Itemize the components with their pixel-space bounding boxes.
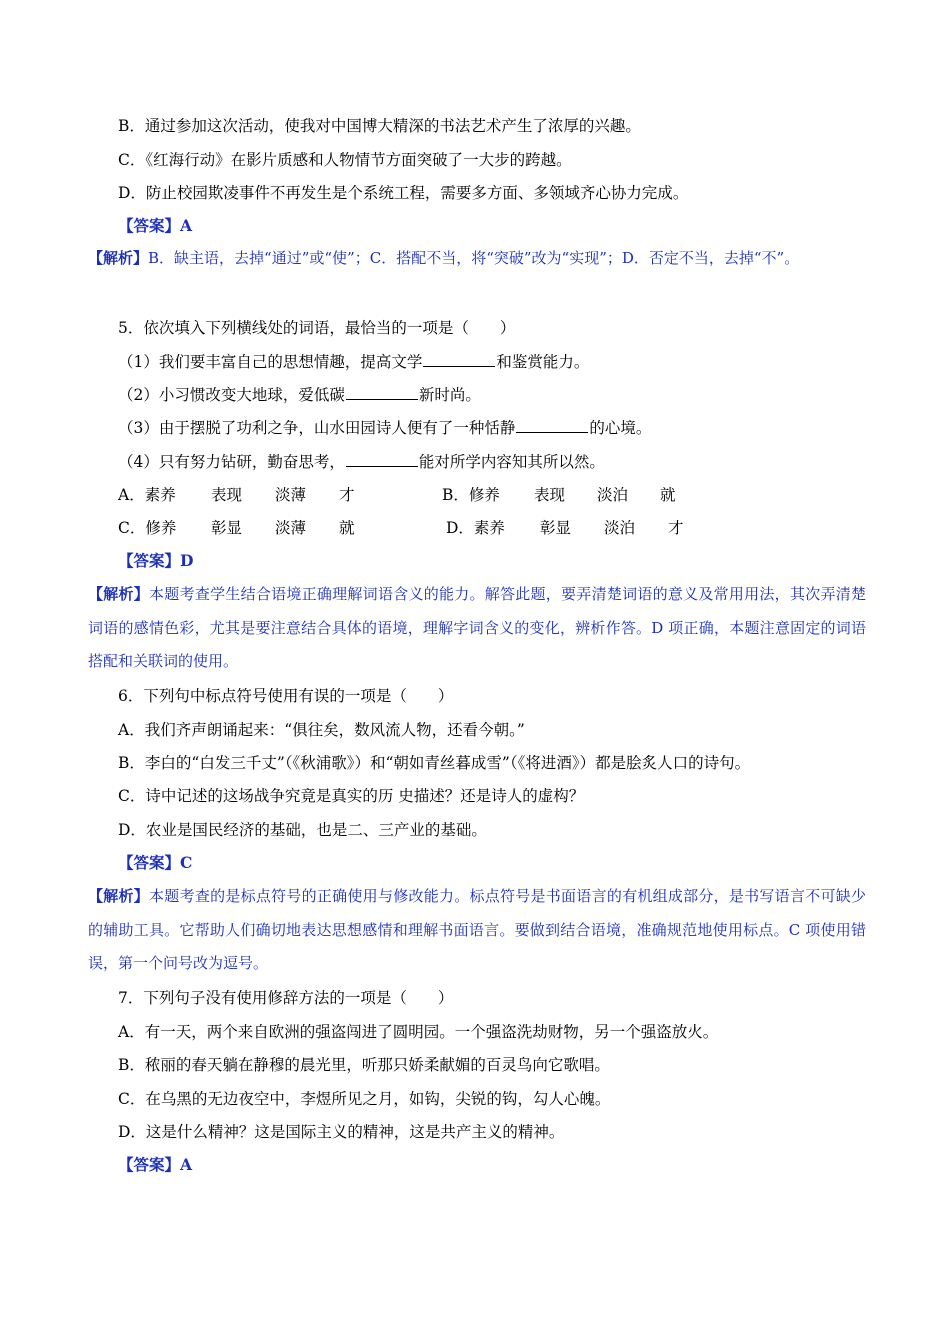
blank-1 <box>423 352 495 367</box>
explain-tag: 【解析】 <box>88 585 150 603</box>
option-word: C．修养 <box>118 519 177 537</box>
q5-sentence-4 <box>118 452 605 472</box>
answer-tag: 【答案】 <box>118 853 181 872</box>
q7-option-d: D．这是什么精神？这是国际主义的精神，这是共产主义的精神。 <box>118 1123 565 1141</box>
explain-text: B．缺主语，去掉“通过”或“使”；C．搭配不当，将“突破”改为“实现”；D．否定不当，去掉“不”。 <box>148 249 800 267</box>
q7-answer <box>118 1155 192 1175</box>
explain-tag: 【解析】 <box>88 887 150 905</box>
q7-option-b: B．秾丽的春天躺在静穆的晨光里，听那只娇柔献媚的百灵鸟向它歌唱。 <box>118 1056 610 1074</box>
q5-option-a <box>118 485 355 505</box>
q7-option-c: C．在乌黑的无边夜空中，李煜所见之月，如钩，尖锐的钩，勾人心魄。 <box>118 1090 611 1108</box>
q4-option-b: B．通过参加这次活动，使我对中国博大精深的书法艺术产生了浓厚的兴趣。 <box>118 117 641 135</box>
q6-option-a: A．我们齐声朗诵起来：“俱往矣，数风流人物，还看今朝。” <box>118 721 525 739</box>
s4-before: （4）只有努力钻研，勤奋思考， <box>118 453 345 471</box>
option-word: A．素养 <box>118 486 176 504</box>
s1-after: 和鉴赏能力。 <box>496 353 590 371</box>
q5-sentence-2 <box>118 385 481 405</box>
s4-after: 能对所学内容知其所以然。 <box>418 453 605 471</box>
q6-stem: 6．下列句中标点符号使用有误的一项是（ ） <box>118 687 454 705</box>
explain-tag: 【解析】 <box>88 249 149 267</box>
blank-4 <box>346 452 418 467</box>
q4-explanation <box>88 242 866 276</box>
q5-option-c <box>118 518 355 538</box>
answer-value: A <box>180 216 193 235</box>
option-word: 就 <box>660 486 676 504</box>
q4-option-d: D．防止校园欺凌事件不再发生是个系统工程，需要多方面、多领域齐心协力完成。 <box>118 184 689 202</box>
answer-value: A <box>180 1155 193 1174</box>
option-word: 淡薄 <box>275 519 307 537</box>
option-word: D．素养 <box>446 519 505 537</box>
explain-text: 本题考查的是标点符号的正确使用与修改能力。标点符号是书面语言的有机组成部分，是书写语言不可缺少的辅助工具。它帮助人们确切地表达思想感情和理解书面语言。要做到结合语境，准确规范地使用标点。C 项使用错误，第一个问号改为逗号。 <box>88 887 866 972</box>
s2-before: （2）小习惯改变大地球，爱低碳 <box>118 386 345 404</box>
q5-answer <box>118 551 193 571</box>
q6-option-d: D．农业是国民经济的基础，也是二、三产业的基础。 <box>118 821 487 839</box>
answer-tag: 【答案】 <box>118 551 181 570</box>
answer-value: C <box>180 853 193 872</box>
q4-option-c: C．《红海行动》在影片质感和人物情节方面突破了一大步的跨越。 <box>118 151 572 169</box>
s3-after: 的心境。 <box>589 419 652 437</box>
q5-explanation <box>88 578 866 679</box>
q5-option-b <box>442 485 676 505</box>
option-word: 彰显 <box>211 519 243 537</box>
q5-option-d <box>446 518 684 538</box>
option-word: 彰显 <box>540 519 572 537</box>
q6-option-c: C．诗中记述的这场战争究竟是真实的历 史描述？还是诗人的虚构？ <box>118 787 585 805</box>
blank-2 <box>346 385 418 400</box>
option-word: B．修养 <box>442 486 500 504</box>
blank-3 <box>516 418 588 433</box>
option-word: 淡泊 <box>597 486 629 504</box>
option-word: 表现 <box>534 486 566 504</box>
s3-before: （3）由于摆脱了功利之争，山水田园诗人便有了一种恬静 <box>118 419 516 437</box>
q5-sentence-3 <box>118 418 651 438</box>
option-word: 淡薄 <box>275 486 307 504</box>
answer-value: D <box>180 551 194 570</box>
answer-tag: 【答案】 <box>118 216 181 235</box>
s1-before: （1）我们要丰富自己的思想情趣，提高文学 <box>118 353 423 371</box>
q5-stem: 5．依次填入下列横线处的词语，最恰当的一项是（ ） <box>118 319 516 337</box>
q5-sentence-1 <box>118 352 589 372</box>
answer-tag: 【答案】 <box>118 1155 181 1174</box>
q6-option-b: B．李白的“白发三千丈”（《秋浦歌》）和“朝如青丝暮成雪”（《将进酒》）都是脍炙人口的诗句。 <box>118 754 751 772</box>
q6-answer <box>118 853 192 873</box>
q6-explanation <box>88 880 866 981</box>
option-word: 表现 <box>211 486 243 504</box>
option-word: 才 <box>339 486 355 504</box>
q7-stem: 7．下列句子没有使用修辞方法的一项是（ ） <box>118 989 454 1007</box>
explain-text: 本题考查学生结合语境正确理解词语含义的能力。解答此题，要弄清楚词语的意义及常用用法，其次弄清楚词语的感情色彩，尤其是要注意结合具体的语境，理解字词含义的变化，辨析作答。D 项正确，本题注意固定的词语搭配和关联词的使用。 <box>88 585 866 670</box>
q4-answer <box>118 216 192 236</box>
option-word: 淡泊 <box>604 519 636 537</box>
q7-option-a: A．有一天，两个来自欧洲的强盗闯进了圆明园。一个强盗洗劫财物，另一个强盗放火。 <box>118 1023 719 1041</box>
s2-after: 新时尚。 <box>418 386 481 404</box>
option-word: 就 <box>339 519 355 537</box>
option-word: 才 <box>668 519 684 537</box>
